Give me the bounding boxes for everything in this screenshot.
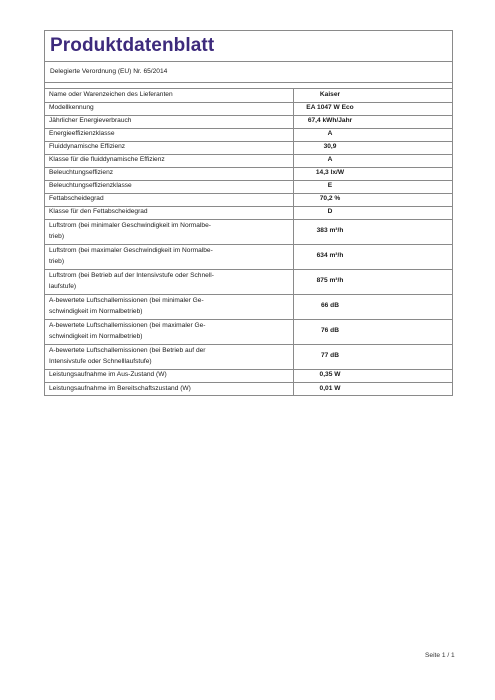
row-value: 76 dB (294, 319, 453, 344)
table-row (45, 344, 452, 369)
row-value: 634 m³/h (294, 244, 453, 269)
row-label-line: A-bewertete Luftschallemissionen (bei maximaler Ge- (49, 322, 206, 329)
row-label-line: A-bewertete Luftschallemissionen (bei minimaler Ge- (49, 297, 204, 304)
row-value: 70,2 % (294, 193, 453, 206)
row-value: A (294, 128, 453, 141)
row-label-line: trieb) (49, 257, 65, 265)
row-label-line: Klasse für die fluiddynamische Effizienz (49, 156, 165, 164)
row-label (45, 193, 294, 206)
row-label (45, 219, 294, 244)
row-label-line: Luftstrom (bei minimaler Geschwindigkeit im Normalbe- (49, 222, 211, 229)
row-label (45, 180, 294, 193)
table-row (45, 128, 452, 141)
row-label-line: Beleuchtungseffizienzklasse (49, 182, 132, 190)
table-row (45, 154, 452, 167)
table-row (45, 115, 452, 128)
table-row (45, 294, 452, 319)
table-row (45, 319, 452, 344)
row-label-line: Jährlicher Energieverbrauch (49, 117, 132, 125)
table-row (45, 193, 452, 206)
table-row (45, 219, 452, 244)
row-label (45, 344, 294, 369)
row-value: E (294, 180, 453, 193)
row-label-line: Energieeffizienzklasse (49, 130, 115, 138)
row-label-line: Klasse für den Fettabscheidegrad (49, 208, 148, 216)
table-row (45, 206, 452, 219)
row-label-line: Fettabscheidegrad (49, 195, 104, 203)
row-label (45, 269, 294, 294)
row-value: 0,35 W (294, 369, 453, 382)
row-value: D (294, 206, 453, 219)
row-value: 0,01 W (294, 382, 453, 395)
product-data-sheet (44, 30, 453, 396)
table-row (45, 141, 452, 154)
row-value: 67,4 kWh/Jahr (294, 115, 453, 128)
product-data-table (45, 89, 452, 395)
row-label (45, 244, 294, 269)
table-row (45, 269, 452, 294)
row-label (45, 128, 294, 141)
page-title: Produktdatenblatt (45, 31, 452, 62)
row-label-line: Luftstrom (bei Betrieb auf der Intensivstufe oder Schnell- (49, 272, 214, 279)
table-row (45, 167, 452, 180)
row-label-line: laufstufe) (49, 282, 77, 290)
row-label-line: Leistungsaufnahme im Bereitschaftszustand (W) (49, 384, 191, 392)
row-label-line: Modellkennung (49, 104, 94, 112)
row-label-line: schwindigkeit im Normalbetrieb) (49, 332, 143, 340)
row-label-line: Intensivstufe oder Schnelllaufstufe) (49, 357, 152, 365)
row-label-line: Luftstrom (bei maximaler Geschwindigkeit im Normalbe- (49, 247, 213, 254)
table-row (45, 244, 452, 269)
row-label-line: schwindigkeit im Normalbetrieb) (49, 307, 143, 315)
row-label (45, 294, 294, 319)
row-label (45, 319, 294, 344)
row-label (45, 369, 294, 382)
table-row (45, 382, 452, 395)
table-row (45, 89, 452, 102)
row-label (45, 154, 294, 167)
row-label (45, 115, 294, 128)
row-label (45, 141, 294, 154)
page-number: Seite 1 / 1 (425, 652, 455, 659)
row-value: 875 m³/h (294, 269, 453, 294)
row-value: Kaiser (319, 91, 341, 98)
row-label-line: Beleuchtungseffizienz (49, 169, 114, 177)
row-value: 30,9 (294, 141, 453, 154)
row-value: 14,3 lx/W (294, 167, 453, 180)
row-label-line: Fluiddynamische Effizienz (49, 143, 126, 151)
row-value: 66 dB (294, 294, 453, 319)
row-label-line: Name oder Warenzeichen des Lieferanten (49, 91, 173, 98)
table-row (45, 102, 452, 115)
regulation-reference: Delegierte Verordnung (EU) Nr. 65/2014 (45, 62, 452, 83)
row-label (45, 206, 294, 219)
row-label (45, 167, 294, 180)
row-value: 77 dB (294, 344, 453, 369)
row-value: A (294, 154, 453, 167)
row-label (45, 382, 294, 395)
row-label (45, 102, 294, 115)
row-label (45, 89, 294, 102)
row-value: 383 m³/h (294, 219, 453, 244)
table-row (45, 180, 452, 193)
row-label-line: Leistungsaufnahme im Aus-Zustand (W) (49, 371, 167, 379)
table-row (45, 369, 452, 382)
row-value: EA 1047 W Eco (294, 102, 453, 115)
row-label-line: A-bewertete Luftschallemissionen (bei Betrieb auf der (49, 347, 206, 354)
row-label-line: trieb) (49, 232, 65, 240)
